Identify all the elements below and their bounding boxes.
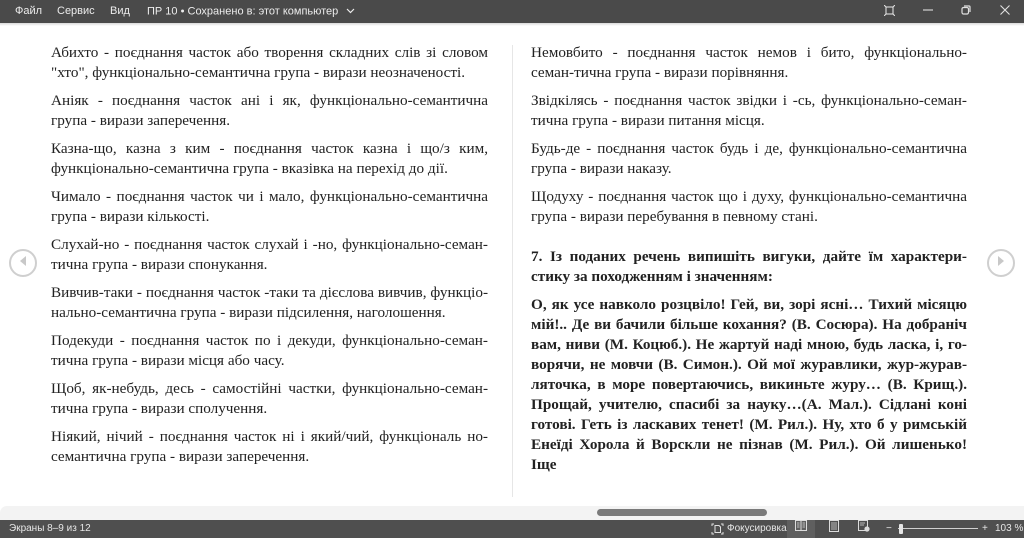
paragraph: Щоб, як-небудь, десь - самостійні частки, функціонально-семан-тична група - вирази сполучення. <box>51 380 488 417</box>
zoom-slider-thumb[interactable] <box>899 524 903 534</box>
paragraph: Абихто - поєднання часток або творення складних слів зі словом "хто", функціонально-семантична група - вирази неозначеності. <box>51 44 488 81</box>
minimize-button[interactable] <box>910 0 946 23</box>
focus-mode-button[interactable] <box>871 0 907 23</box>
document-title-text: ПР 10 • Сохранено в: этот компьютер <box>147 5 339 18</box>
paragraph: Звідкілясь - поєднання часток звідки і -сь, функціонально-семан-тична група - вирази питання місця. <box>531 92 967 129</box>
paragraph: Подекуди - поєднання часток по і декуди, функціонально-семан-тична група - вирази місця або часу. <box>51 332 488 369</box>
paragraph: Ніякий, нічий - поєднання часток ні і який/чий, функціональ но-семантична група - вирази заперечення. <box>51 428 488 465</box>
paragraph: Казна-що, казна з ким - поєднання часток казна і що/з ким, функціонально-семантична група - вказівка на перехід до дії. <box>51 140 488 177</box>
focus-label: Фокусировка <box>727 523 787 534</box>
right-page <box>531 43 967 483</box>
title-bar <box>0 0 1024 23</box>
task-text: О, як усе навколо розцвіло! Гей, ви, зорі ясні… Тихий місяцю мій!.. Де ви бачили більше кохання? (В. Сосюра). На добраніч вам, ниви (М. Коцюб.). Не жартуй наді мною, будь ласка, і, го-ворячи, не мовчи (В. Симон.). Ой мої журавлики, жур-журав-ляточка, в море повертаючись, викиньте журу… (В. Крищ.). Прощай, учителю, спасибі за науку…(А. Мал.). Сідлані коні готові. Геть із ласкавих тенет! (М. Рил.). Ну, хто б у римській Енеїді Хорола й Ворскли не пізнав (М. Рил.). Ой лишенько! Іще <box>531 296 967 473</box>
paragraph: Слухай-но - поєднання часток слухай і -но, функціонально-семан-тична група - вирази спонукання. <box>51 236 488 273</box>
page-icon <box>829 520 839 539</box>
title-bar-shadow <box>0 23 1024 26</box>
left-page <box>51 43 488 475</box>
paragraph: Немовбито - поєднання часток немов і бито, функціонально-семан-тична група - вирази порівняння. <box>531 44 967 81</box>
task-heading: 7. Із поданих речень випишіть вигуки, дайте їм характери-стику за походженням і значенням: <box>531 248 967 285</box>
restore-button[interactable] <box>948 0 984 23</box>
close-button[interactable] <box>987 0 1023 23</box>
book-icon <box>795 520 807 538</box>
paragraph: Будь-де - поєднання часток будь і де, функціонально-семантична група - вирази наказу. <box>531 140 967 177</box>
next-screen-button[interactable] <box>987 249 1015 277</box>
zoom-level[interactable]: 103 % <box>995 523 1024 534</box>
paragraph: Вивчив-таки - поєднання часток -таки та дієслова вивчив, функціо-нально-семантична група - вирази підсилення, наголошення. <box>51 284 488 321</box>
status-bar <box>0 520 1024 538</box>
document-title[interactable] <box>147 0 355 23</box>
screen-counter: Экраны 8–9 из 12 <box>9 523 91 534</box>
web-layout-button[interactable] <box>850 520 878 538</box>
paragraph: Чимало - поєднання часток чи і мало, функціонально-семантична група - вирази кількості. <box>51 188 488 225</box>
zoom-in-button[interactable]: + <box>982 523 988 534</box>
focus-button[interactable] <box>711 520 787 538</box>
close-icon <box>1000 5 1010 18</box>
previous-screen-button[interactable] <box>9 249 37 277</box>
menu-file[interactable]: Файл <box>15 5 43 17</box>
focus-frame-icon <box>884 5 895 19</box>
read-mode-button[interactable] <box>787 520 815 538</box>
horizontal-scrollbar[interactable] <box>0 506 1024 520</box>
page-divider <box>512 45 513 497</box>
focus-icon <box>711 523 724 535</box>
scrollbar-thumb[interactable] <box>597 509 767 516</box>
chevron-down-icon <box>346 0 355 23</box>
menu-service[interactable]: Сервис <box>57 5 95 17</box>
paragraph: Щодуху - поєднання часток що і духу, функціонально-семантична група - вирази перебування в певному стані. <box>531 188 967 225</box>
triangle-left-icon <box>18 254 28 272</box>
paragraph: Аніяк - поєднання часток ані і як, функціонально-семантична група - вирази заперечення. <box>51 92 488 129</box>
zoom-slider[interactable] <box>898 528 978 529</box>
restore-icon <box>961 5 971 18</box>
zoom-out-button[interactable]: − <box>886 523 892 534</box>
web-page-icon <box>858 520 870 539</box>
triangle-right-icon <box>996 254 1006 272</box>
print-layout-button[interactable] <box>820 520 848 538</box>
menu-view[interactable]: Вид <box>110 5 130 17</box>
minimize-icon <box>923 5 933 18</box>
